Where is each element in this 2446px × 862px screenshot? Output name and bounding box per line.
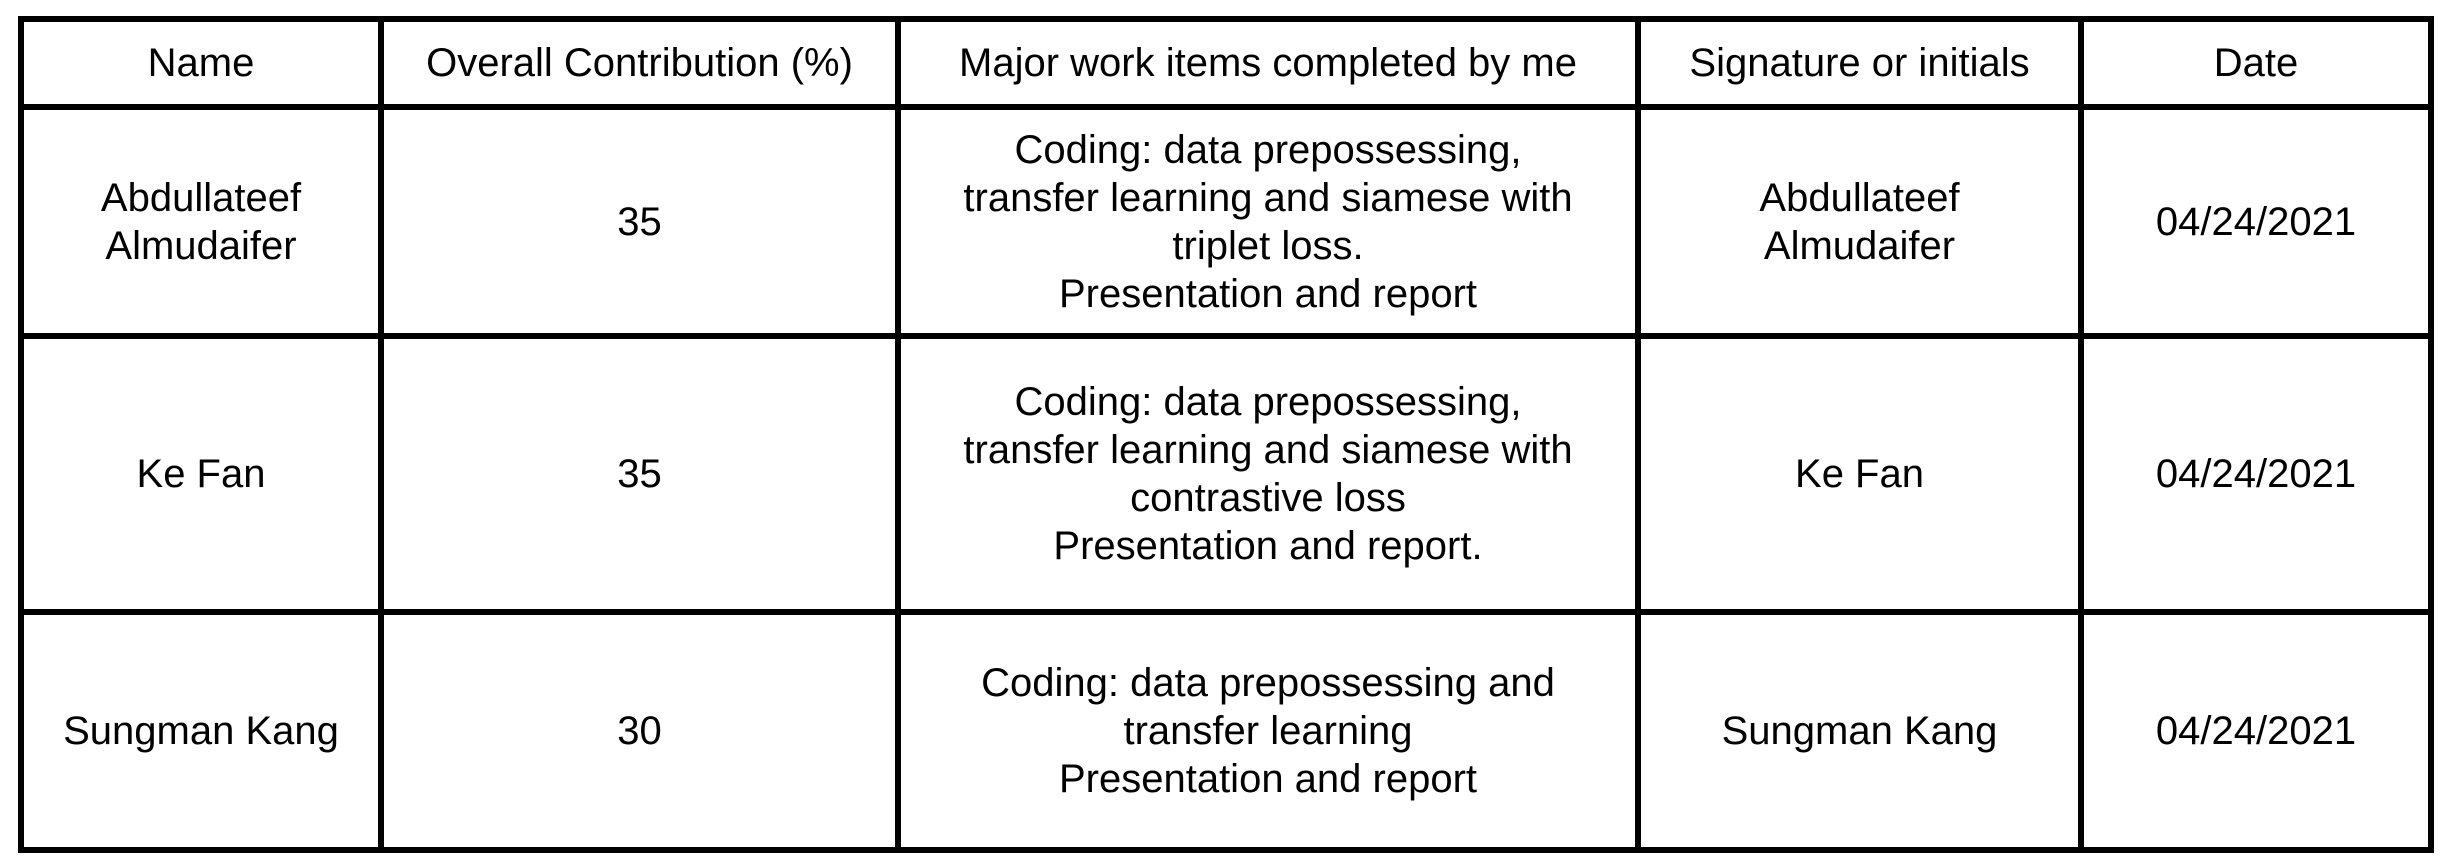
cell-signature: Sungman Kang xyxy=(1638,612,2081,850)
table-row xyxy=(21,612,2431,850)
cell-work-items: Coding: data prepossessing, transfer learning and siamese with contrastive loss Presentation and report. xyxy=(898,336,1638,612)
header-date: Date xyxy=(2081,19,2431,107)
header-signature: Signature or initials xyxy=(1638,19,2081,107)
cell-signature: Ke Fan xyxy=(1638,336,2081,612)
table-row xyxy=(21,107,2431,336)
cell-work-items: Coding: data prepossessing, transfer learning and siamese with triplet loss. Presentation and report xyxy=(898,107,1638,336)
cell-name: Abdullateef Almudaifer xyxy=(21,107,381,336)
cell-contribution: 35 xyxy=(381,336,898,612)
cell-name: Ke Fan xyxy=(21,336,381,612)
cell-work-items: Coding: data prepossessing and transfer learning Presentation and report xyxy=(898,612,1638,850)
header-contribution: Overall Contribution (%) xyxy=(381,19,898,107)
cell-contribution: 30 xyxy=(381,612,898,850)
cell-date: 04/24/2021 xyxy=(2081,107,2431,336)
contribution-table xyxy=(18,16,2434,853)
cell-date: 04/24/2021 xyxy=(2081,336,2431,612)
cell-name: Sungman Kang xyxy=(21,612,381,850)
cell-signature: Abdullateef Almudaifer xyxy=(1638,107,2081,336)
table-row xyxy=(21,336,2431,612)
cell-date: 04/24/2021 xyxy=(2081,612,2431,850)
header-name: Name xyxy=(21,19,381,107)
cell-contribution: 35 xyxy=(381,107,898,336)
header-work-items: Major work items completed by me xyxy=(898,19,1638,107)
header-row xyxy=(21,19,2431,107)
